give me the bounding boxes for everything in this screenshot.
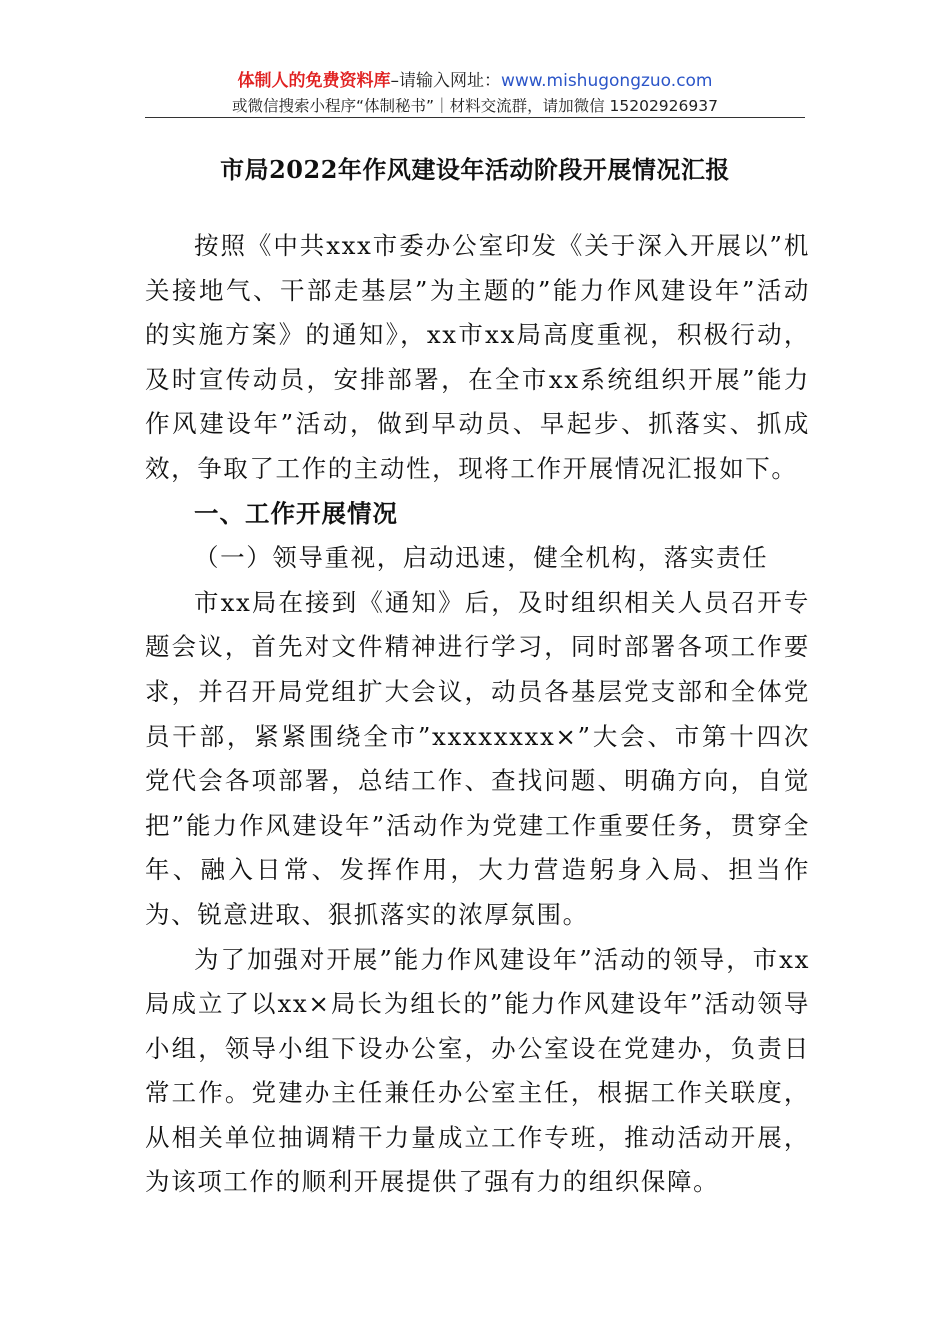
section-heading: 一、工作开展情况 bbox=[194, 498, 398, 528]
intro-paragraph: 按照《中共xxx市委办公室印发《关于深入开展以”机关接地气、干部走基层”为主题的”能力作风建设年”活动的实施方案》的通知》，xx市xx局高度重视，积极行动，及时宣传动员，安排部署，在全市xx系统组织开展”能力作风建设年”活动，做到早动员、早起步、抓落实、抓成效，争取了工作的主动性，现将工作开展情况汇报如下。 bbox=[145, 231, 810, 483]
site-header bbox=[145, 68, 805, 118]
document-body bbox=[145, 224, 810, 1205]
brand-text: 体制人的免费资料库 bbox=[237, 71, 391, 91]
header-line-2: 或微信搜索小程序“体制秘书”｜材料交流群，请加微信 15202926937 bbox=[232, 97, 718, 115]
body-paragraph-1: 市xx局在接到《通知》后，及时组织相关人员召开专题会议，首先对文件精神进行学习，同时部署各项工作要求，并召开局党组扩大会议，动员各基层党支部和全体党员干部，紧紧围绕全市”xxxxxxxx×”大会、市第十四次党代会各项部署，总结工作、查找问题、明确方向，自觉把”能力作风建设年”活动作为党建工作重要任务，贯穿全年、融入日常、发挥作用，大力营造躬身入局、担当作为、锐意进取、狠抓落实的浓厚氛围。 bbox=[145, 587, 810, 929]
body-paragraph-2: 为了加强对开展”能力作风建设年”活动的领导，市xx局成立了以xx×局长为组长的”能力作风建设年”活动领导小组，领导小组下设办公室，办公室设在党建办，负责日常工作。党建办主任兼任办公室主任，根据工作关联度，从相关单位抽调精干力量成立工作专班，推动活动开展，为该项工作的顺利开展提供了强有力的组织保障。 bbox=[145, 944, 810, 1197]
site-link[interactable]: www.mishugongzuo.com bbox=[500, 71, 713, 91]
header-divider bbox=[145, 117, 805, 118]
subsection-heading: （一）领导重视，启动迅速，健全机构，落实责任 bbox=[194, 543, 769, 573]
document-title: 市局2022年作风建设年活动阶段开展情况汇报 bbox=[220, 155, 730, 184]
url-prompt: –请输入网址： bbox=[390, 71, 501, 91]
header-line-1 bbox=[145, 68, 805, 94]
